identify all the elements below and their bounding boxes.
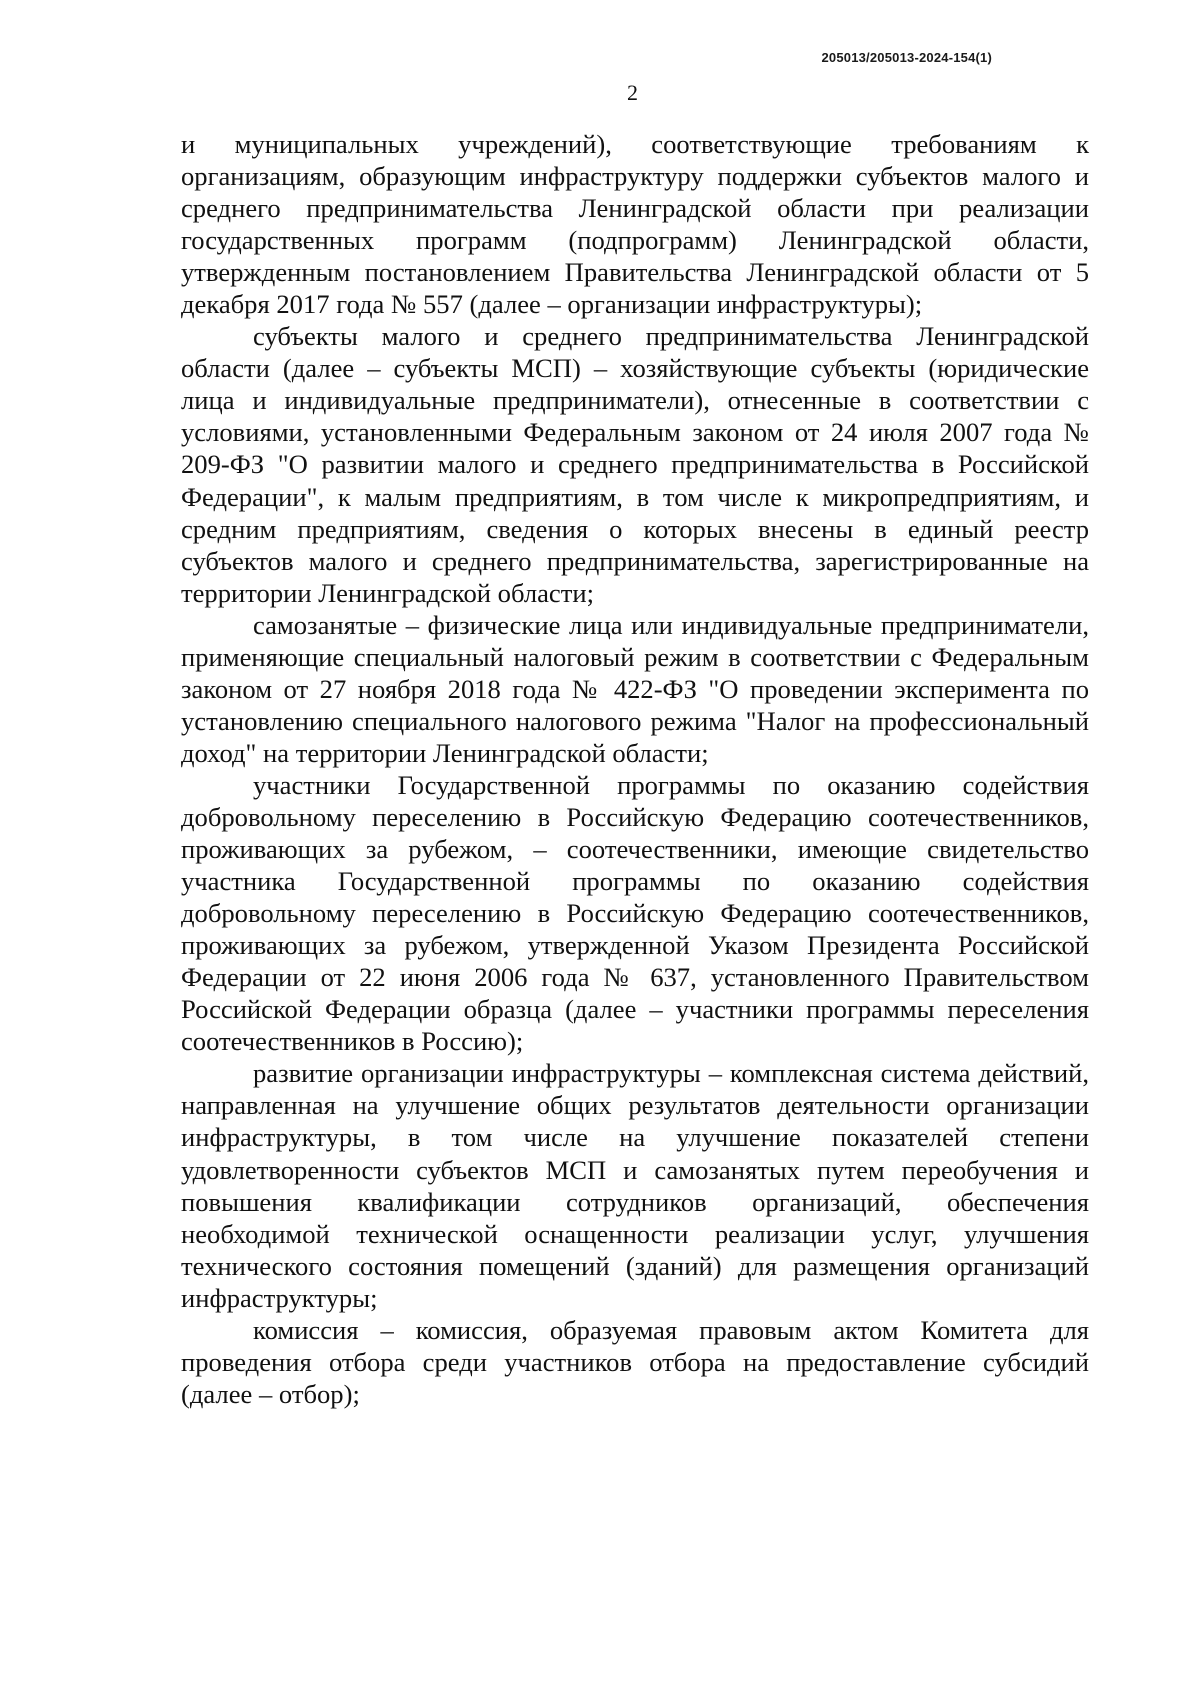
paragraph-self-employed: самозанятые – физические лица или индивидуальные предприниматели, применяющие специальный налоговый режим в соответствии с Федеральным законом от 27 ноября 2018 года № 422-ФЗ "О проведении эксперимента по установлению специального налогового режима "Налог на профессиональный доход" на территории Ленинградской области;: [181, 609, 1089, 768]
paragraph-resettlement-participants: участники Государственной программы по оказанию содействия добровольному переселению в Российскую Федерацию соотечественников, проживающих за рубежом, – соотечественники, имеющие свидетельство участника Государственной программы по оказанию содействия добровольному переселению в Российскую Федерацию соотечественников, проживающих за рубежом, утвержденной Указом Президента Российской Федерации от 22 июня 2006 года № 637, установленного Правительством Российской Федерации образца (далее – участники программы переселения соотечественников в Россию);: [181, 769, 1089, 1057]
paragraph-commission: комиссия – комиссия, образуемая правовым актом Комитета для проведения отбора среди участников отбора на предоставление субсидий (далее – отбор);: [181, 1314, 1089, 1409]
paragraph-msp-subjects: субъекты малого и среднего предпринимательства Ленинградской области (далее – субъекты МСП) – хозяйствующие субъекты (юридические лица и индивидуальные предприниматели), отнесенные в соответствии с условиями, установленными Федеральным законом от 24 июля 2007 года № 209-ФЗ "О развитии малого и среднего предпринимательства в Российской Федерации", к малым предприятиям, в том числе к микропредприятиям, и средним предприятиям, сведения о которых внесены в единый реестр субъектов малого и среднего предпринимательства, зарегистрированные на территории Ленинградской области;: [181, 321, 1089, 608]
document-registration-code: 205013/205013-2024-154(1): [821, 50, 992, 65]
paragraph-infrastructure-organizations: и муниципальных учреждений), соответствующие требованиям к организациям, образующим инфраструктуру поддержки субъектов малого и среднего предпринимательства Ленинградской области при реализации государственных программ (подпрограмм) Ленинградской области, утвержденным постановлением Правительства Ленинградской области от 5 декабря 2017 года № 557 (далее – организации инфраструктуры);: [181, 129, 1089, 320]
paragraph-infrastructure-development: развитие организации инфраструктуры – комплексная система действий, направленная на улучшение общих результатов деятельности организации инфраструктуры, в том числе на улучшение показателей степени удовлетворенности субъектов МСП и самозанятых путем переобучения и повышения квалификации сотрудников организаций, обеспечения необходимой технической оснащенности реализации услуг, улучшения технического состояния помещений (зданий) для размещения организаций инфраструктуры;: [181, 1058, 1089, 1313]
page-number: 2: [627, 80, 638, 105]
document-body: [181, 128, 1089, 1410]
